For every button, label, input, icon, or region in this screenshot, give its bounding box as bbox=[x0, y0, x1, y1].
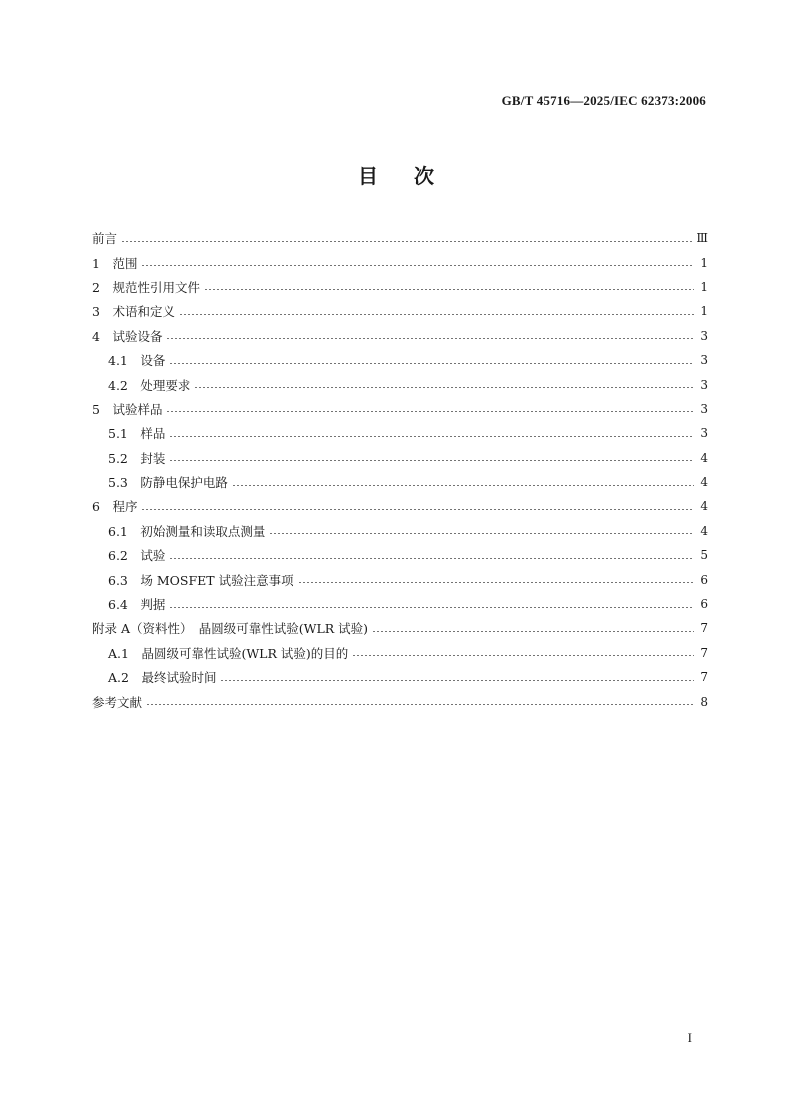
page-title: 目次 bbox=[358, 164, 470, 188]
toc-entry[interactable] bbox=[92, 226, 708, 250]
toc-entry-page: 3 bbox=[700, 328, 708, 343]
toc-entry-page: 4 bbox=[700, 475, 708, 490]
toc-entry[interactable] bbox=[92, 397, 708, 421]
dot-leader bbox=[220, 680, 694, 681]
toc-entry-label: 4 试验设备 bbox=[92, 328, 163, 344]
toc-entry-page: 4 bbox=[700, 499, 708, 514]
dot-leader bbox=[372, 631, 694, 632]
toc-entry-page: 8 bbox=[700, 694, 708, 709]
toc-entry-label: 4.2 处理要求 bbox=[108, 377, 191, 393]
dot-leader bbox=[194, 387, 694, 388]
dot-leader bbox=[232, 485, 694, 486]
toc-entry-page: 4 bbox=[700, 523, 708, 538]
dot-leader bbox=[166, 338, 694, 339]
dot-leader bbox=[169, 460, 694, 461]
toc-entry-page: 3 bbox=[700, 401, 708, 416]
toc-entry-page: 5 bbox=[700, 548, 708, 563]
page-number: I bbox=[687, 1030, 692, 1045]
toc-entry[interactable] bbox=[92, 470, 708, 494]
toc-entry-label: 6.3 场 MOSFET 试验注意事项 bbox=[108, 572, 294, 588]
toc-entry[interactable] bbox=[92, 494, 708, 518]
toc-entry[interactable] bbox=[92, 592, 708, 616]
toc-entry[interactable] bbox=[92, 616, 708, 640]
toc-entry-label: 6.2 试验 bbox=[108, 548, 166, 564]
toc-entry-page: Ⅲ bbox=[696, 231, 708, 246]
toc-entry-label: A.1 晶圆级可靠性试验(WLR 试验)的目的 bbox=[108, 645, 349, 661]
toc-entry-page: 6 bbox=[700, 572, 708, 587]
toc-entry[interactable] bbox=[92, 519, 708, 543]
toc-entry-label: 4.1 设备 bbox=[108, 353, 166, 369]
toc-entry[interactable] bbox=[92, 250, 708, 274]
toc-entry[interactable] bbox=[92, 665, 708, 689]
toc-entry-page: 6 bbox=[700, 597, 708, 612]
toc-entry-label: 前言 bbox=[92, 231, 118, 247]
toc-entry[interactable] bbox=[92, 348, 708, 372]
toc-entry[interactable] bbox=[92, 446, 708, 470]
toc-entry-page: 3 bbox=[700, 426, 708, 441]
dot-leader bbox=[166, 411, 694, 412]
dot-leader bbox=[169, 436, 694, 437]
dot-leader bbox=[169, 607, 694, 608]
dot-leader bbox=[121, 241, 692, 242]
toc-entry-label: 5.1 样品 bbox=[108, 426, 166, 442]
standard-number: GB/T 45716—2025/IEC 62373:2006 bbox=[501, 93, 706, 108]
toc-entry-label: 附录 A（资料性） 晶圆级可靠性试验(WLR 试验) bbox=[92, 621, 369, 637]
dot-leader bbox=[169, 363, 694, 364]
dot-leader bbox=[169, 558, 694, 559]
toc-entry[interactable] bbox=[92, 567, 708, 591]
toc-entry-page: 7 bbox=[700, 621, 708, 636]
dot-leader bbox=[204, 289, 694, 290]
toc-entry-page: 3 bbox=[700, 353, 708, 368]
toc-entry-label: 6 程序 bbox=[92, 499, 138, 515]
toc-entry-label: 参考文献 bbox=[92, 694, 143, 710]
toc-entry-label: A.2 最终试验时间 bbox=[108, 670, 217, 686]
toc-entry-page: 4 bbox=[700, 450, 708, 465]
toc-entry-page: 7 bbox=[700, 645, 708, 660]
toc-entry-label: 6.4 判据 bbox=[108, 597, 166, 613]
dot-leader bbox=[352, 655, 694, 656]
toc-entry[interactable] bbox=[92, 299, 708, 323]
toc-entry[interactable] bbox=[92, 641, 708, 665]
toc-entry[interactable] bbox=[92, 372, 708, 396]
toc-entry[interactable] bbox=[92, 543, 708, 567]
toc-entry-page: 1 bbox=[700, 279, 708, 294]
dot-leader bbox=[269, 533, 694, 534]
toc-entry-page: 7 bbox=[700, 670, 708, 685]
toc-entry[interactable] bbox=[92, 421, 708, 445]
toc-entry-label: 2 规范性引用文件 bbox=[92, 279, 200, 295]
dot-leader bbox=[141, 265, 694, 266]
toc-entry-label: 6.1 初始测量和读取点测量 bbox=[108, 523, 266, 539]
toc-entry-page: 1 bbox=[700, 255, 708, 270]
toc-entry-label: 5.3 防静电保护电路 bbox=[108, 475, 228, 491]
toc-entry-page: 3 bbox=[700, 377, 708, 392]
dot-leader bbox=[298, 582, 694, 583]
toc-entry[interactable] bbox=[92, 275, 708, 299]
toc-entry-label: 1 范围 bbox=[92, 255, 138, 271]
toc-entry[interactable] bbox=[92, 324, 708, 348]
dot-leader bbox=[141, 509, 694, 510]
table-of-contents bbox=[92, 226, 708, 714]
toc-entry-page: 1 bbox=[700, 304, 708, 319]
toc-entry-label: 3 术语和定义 bbox=[92, 304, 175, 320]
toc-entry-label: 5 试验样品 bbox=[92, 401, 163, 417]
dot-leader bbox=[146, 704, 694, 705]
dot-leader bbox=[179, 314, 694, 315]
toc-entry-label: 5.2 封装 bbox=[108, 450, 166, 466]
toc-entry[interactable] bbox=[92, 689, 708, 713]
